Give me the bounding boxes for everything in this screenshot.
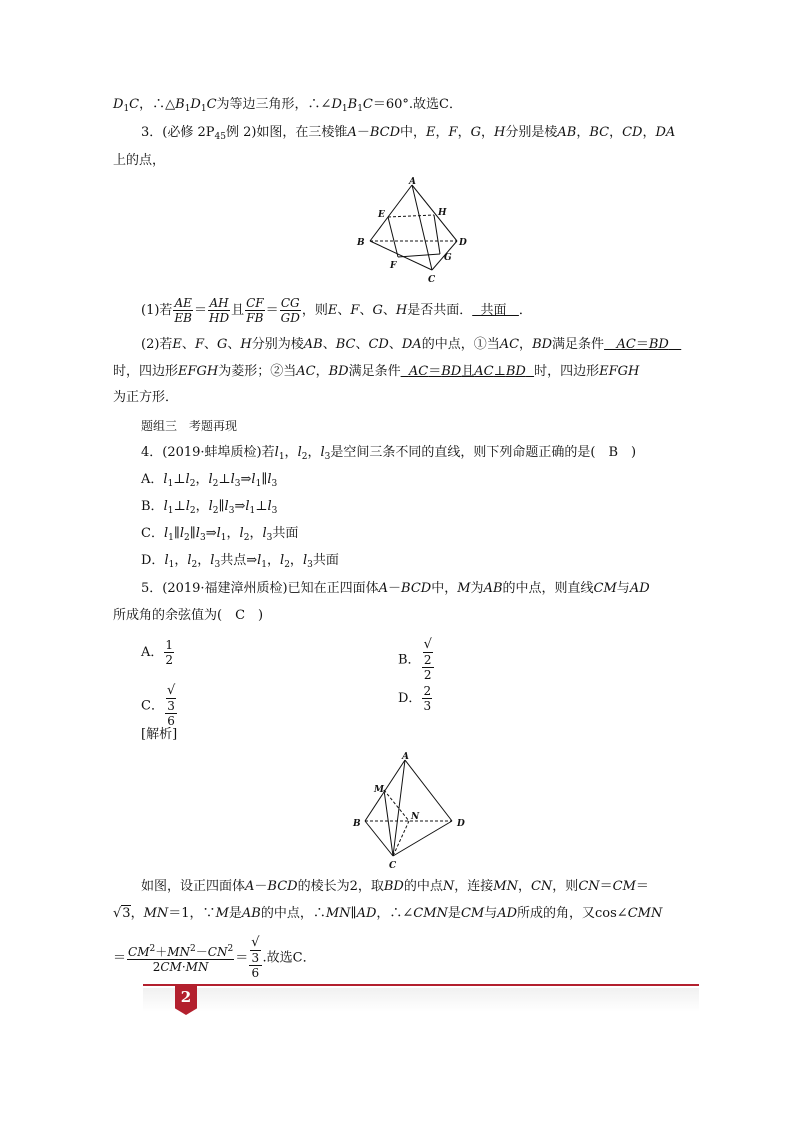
solution-line2: √3，MN＝1，∵M是AB的中点，∴MN∥AD，∴∠CMN是CM与AD所成的角，又cos∠CMN	[113, 906, 663, 921]
footer-rule	[143, 984, 699, 986]
q4-option-a: A．$l_1\perp l_2$，$l_2\perp l_3\Rightarrow l_1\parallel l_3$	[141, 472, 278, 489]
q5-option-a: A． $\frac{1}{2}$	[141, 638, 174, 667]
fig1-label-b: B	[357, 238, 365, 248]
q5-stem-line1: 5．(2019·福建漳州质检)已知在正四面体A－BCD中，M为AB的中点，则直线CM与AD	[141, 581, 650, 596]
q5-option-d: D． $\frac{2}{3}$	[398, 684, 432, 713]
fig1-label-h: H	[438, 208, 447, 218]
fig1-label-a: A	[409, 177, 416, 187]
q3-part2-line3: 为正方形．	[113, 390, 179, 405]
fig2-label-c: C	[389, 861, 397, 871]
q4-option-d: D．$l_1$，$l_2$，$l_3$共点$\Rightarrow l_1$，$l_2$，$l_3$共面	[141, 553, 339, 570]
fig1-label-g: G	[444, 253, 452, 263]
q3-answer1: 共面	[480, 303, 507, 318]
fig1-label-d: D	[459, 238, 467, 248]
q5-option-b: B． √ 2 2	[398, 637, 432, 682]
q3-part1: (1)若 $\frac{AE}{EB}$ ＝ $\frac{AH}{HD}$ 且 $\frac{CF}{FB}$ ＝ $\frac{CG}{GD}$ ，则E、F、G、H是否共面． 共面 ．	[141, 296, 532, 325]
fig1-label-f: F	[390, 261, 397, 271]
q5-stem-line2: 所成角的余弦值为( C )	[113, 608, 264, 623]
q3-stem-line2: 上的点，	[113, 153, 166, 168]
fig2-label-a: A	[402, 752, 409, 762]
q3-part2-line2: 时，四边形EFGH为菱形；②当AC，BD满足条件 AC＝BD且AC⊥BD 时，四边形EFGH	[113, 364, 640, 379]
intro-line: $D_1C$，$\therefore\triangle B_1D_1C$为等边三角形，$\therefore\angle D_1B_1C=60^\circ$.故选C．	[113, 97, 462, 114]
q5-option-c: C． √ 3 6	[141, 683, 176, 728]
fig2-label-m: M	[374, 785, 384, 795]
tetrahedron-figure-2	[345, 748, 475, 870]
fig2-label-d: D	[457, 819, 465, 829]
q4-option-c: C．$l_1\parallel l_2\parallel l_3\Rightarrow l_1$，$l_2$，$l_3$共面	[141, 526, 299, 543]
footer-shadow	[143, 988, 699, 1012]
q3-part2-line1: (2)若E、F、G、H分别为棱AB、BC、CD、DA的中点，①当AC，BD满足条件 AC＝BD	[141, 337, 669, 352]
tetrahedron-figure-1	[348, 175, 478, 285]
section-heading: 题组三 考题再现	[141, 419, 238, 433]
q3-stem-line1: 3．(必修 $2P_{45}$例 2)如图，在三棱锥A－BCD中，E，F，G，H分别是棱AB，BC，CD，DA	[141, 125, 676, 142]
solution-line3: ＝ $\frac{CM^2+MN^2-CN^2}{2CM\cdot MN}$ ＝ √ 3 6 .故选C．	[113, 935, 316, 980]
fig1-label-e: E	[378, 210, 385, 220]
solution-line1: 如图，设正四面体A－BCD的棱长为2，取BD的中点N，连接MN，CN，则CN＝CM＝	[141, 879, 649, 894]
page-number: 2	[180, 988, 192, 1006]
fig2-label-n: N	[411, 812, 420, 822]
q4-stem: 4．(2019·蚌埠质检)若$l_1$，$l_2$，$l_3$是空间三条不同的直线，则下列命题正确的是( B )	[141, 445, 637, 462]
fig2-label-b: B	[353, 819, 361, 829]
fig1-label-c: C	[428, 275, 436, 285]
q4-option-b: B．$l_1\perp l_2$，$l_2\parallel l_3\Rightarrow l_1\perp l_3$	[141, 499, 278, 516]
analysis-label: [解析]	[141, 727, 178, 742]
